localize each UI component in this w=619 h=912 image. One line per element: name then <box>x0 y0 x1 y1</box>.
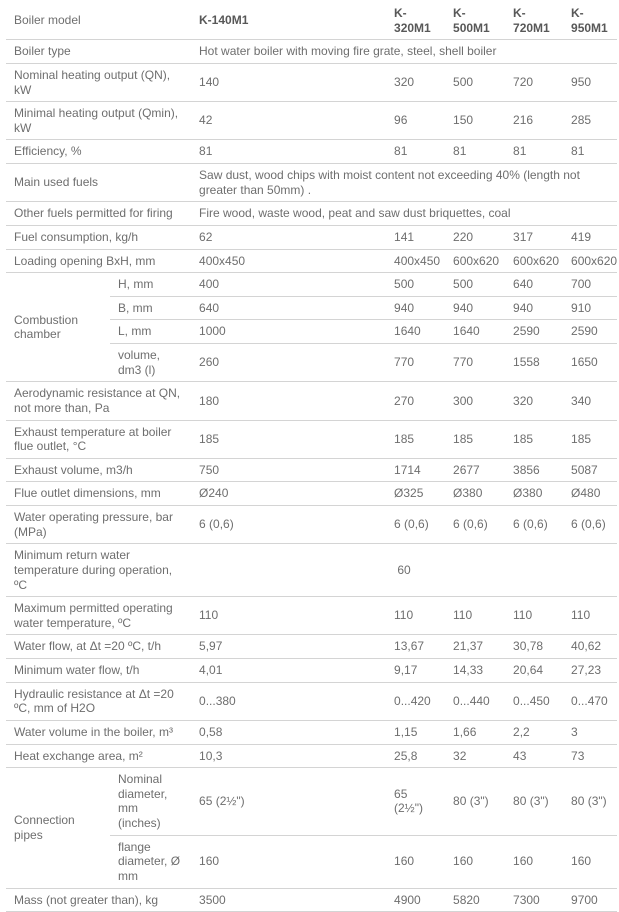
table-row <box>6 506 617 544</box>
cell-value: 2590 <box>505 320 563 344</box>
cell-value: Ø240 <box>191 482 386 506</box>
cell-value: 160 <box>386 835 445 888</box>
group-label: Combustion chamber <box>6 273 110 382</box>
cell-value: 285 <box>563 102 617 140</box>
cell-value: 0...380 <box>191 682 386 720</box>
cell-value: 600x620 <box>445 249 505 273</box>
model-header: K-500M1 <box>445 2 505 40</box>
row-label: Water volume in the boiler, m³ <box>6 720 191 744</box>
cell-value: 500 <box>445 273 505 297</box>
cell-value: Fire wood, waste wood, peat and saw dust briquettes, coal <box>191 202 617 226</box>
cell-value: 110 <box>563 597 617 635</box>
cell-value: 0...470 <box>563 682 617 720</box>
table-row <box>6 720 617 744</box>
cell-value: 185 <box>386 420 445 458</box>
cell-value: 770 <box>386 344 445 382</box>
cell-value: 80 (3") <box>445 768 505 836</box>
cell-value: 185 <box>445 420 505 458</box>
cell-value: 6 (0,6) <box>505 506 563 544</box>
cell-value: 141 <box>386 225 445 249</box>
cell-value: 110 <box>191 597 386 635</box>
table-row <box>6 63 617 101</box>
cell-value: 30,78 <box>505 635 563 659</box>
cell-value: 770 <box>445 344 505 382</box>
cell-value: 1714 <box>386 458 445 482</box>
row-label: Fuel consumption, kg/h <box>6 225 191 249</box>
row-label: Water flow, at Δt =20 ºC, t/h <box>6 635 191 659</box>
table-row <box>6 768 617 836</box>
table-row <box>6 249 617 273</box>
row-label: Minimum water flow, t/h <box>6 659 191 683</box>
cell-value: 4900 <box>386 888 445 912</box>
cell-value: Ø380 <box>505 482 563 506</box>
cell-value: Saw dust, wood chips with moist content not exceeding 40% (length not greater than 50mm) . <box>191 164 617 202</box>
row-label: Maximum permitted operating water temperature, ºC <box>6 597 191 635</box>
cell-value: 260 <box>191 344 386 382</box>
table-row <box>6 273 617 297</box>
cell-value: 640 <box>191 296 386 320</box>
cell-value: Ø325 <box>386 482 445 506</box>
table-row <box>6 659 617 683</box>
cell-value: 2590 <box>563 320 617 344</box>
row-label: Heat exchange area, m² <box>6 744 191 768</box>
row-label: Minimal heating output (Qmin), kW <box>6 102 191 140</box>
sub-label: Nominal diameter, mm (inches) <box>110 768 191 836</box>
cell-value: 500 <box>445 63 505 101</box>
row-label: Efficiency, % <box>6 140 191 164</box>
cell-value: 160 <box>505 835 563 888</box>
cell-value: 640 <box>505 273 563 297</box>
cell-value: 4,01 <box>191 659 386 683</box>
table-row <box>6 458 617 482</box>
cell-value: 60 <box>191 544 617 597</box>
cell-value: 9700 <box>563 888 617 912</box>
cell-value: 600x620 <box>563 249 617 273</box>
cell-value: 3856 <box>505 458 563 482</box>
cell-value: 160 <box>563 835 617 888</box>
cell-value: 185 <box>563 420 617 458</box>
cell-value: 96 <box>386 102 445 140</box>
cell-value: Ø480 <box>563 482 617 506</box>
cell-value: 81 <box>563 140 617 164</box>
cell-value: 5,97 <box>191 635 386 659</box>
cell-value: Ø380 <box>445 482 505 506</box>
model-header: K-720M1 <box>505 2 563 40</box>
cell-value: 1,66 <box>445 720 505 744</box>
cell-value: 6 (0,6) <box>191 506 386 544</box>
cell-value: 317 <box>505 225 563 249</box>
cell-value: 940 <box>445 296 505 320</box>
cell-value: 110 <box>505 597 563 635</box>
row-label: Main used fuels <box>6 164 191 202</box>
cell-value: 81 <box>191 140 386 164</box>
cell-value: 25,8 <box>386 744 445 768</box>
cell-value: 600x620 <box>505 249 563 273</box>
cell-value: 940 <box>386 296 445 320</box>
row-label: Minimum return water temperature during operation, ºC <box>6 544 191 597</box>
cell-value: 750 <box>191 458 386 482</box>
table-row <box>6 140 617 164</box>
cell-value: 340 <box>563 382 617 420</box>
cell-value: 1640 <box>445 320 505 344</box>
row-label: Water operating pressure, bar (MPa) <box>6 506 191 544</box>
table-row <box>6 744 617 768</box>
row-label: Aerodynamic resistance at QN, not more than, Pa <box>6 382 191 420</box>
cell-value: 2,2 <box>505 720 563 744</box>
cell-value: 81 <box>445 140 505 164</box>
cell-value: 0...440 <box>445 682 505 720</box>
sub-label: B, mm <box>110 296 191 320</box>
cell-value: 80 (3") <box>563 768 617 836</box>
row-label: Loading opening BxH, mm <box>6 249 191 273</box>
table-row <box>6 682 617 720</box>
row-label: Nominal heating output (QN), kW <box>6 63 191 101</box>
cell-value: 5087 <box>563 458 617 482</box>
table-row <box>6 102 617 140</box>
model-header: K-950M1 <box>563 2 617 40</box>
table-row <box>6 482 617 506</box>
cell-value: 65 (2½") <box>386 768 445 836</box>
row-label: Other fuels permitted for firing <box>6 202 191 226</box>
table-row <box>6 2 617 40</box>
cell-value: 43 <box>505 744 563 768</box>
cell-value: 150 <box>445 102 505 140</box>
table-row <box>6 888 617 912</box>
cell-value: 1000 <box>191 320 386 344</box>
cell-value: 140 <box>191 63 386 101</box>
cell-value: 1,15 <box>386 720 445 744</box>
cell-value: 320 <box>505 382 563 420</box>
cell-value: Hot water boiler with moving fire grate, steel, shell boiler <box>191 40 617 64</box>
table-row <box>6 225 617 249</box>
sub-label: flange diameter, Ø mm <box>110 835 191 888</box>
cell-value: 65 (2½") <box>191 768 386 836</box>
cell-value: 32 <box>445 744 505 768</box>
cell-value: 220 <box>445 225 505 249</box>
cell-value: 940 <box>505 296 563 320</box>
cell-value: 81 <box>386 140 445 164</box>
cell-value: 0,58 <box>191 720 386 744</box>
cell-value: 400x450 <box>191 249 386 273</box>
cell-value: 7300 <box>505 888 563 912</box>
group-label: Connection pipes <box>6 768 110 888</box>
boiler-specs-table <box>6 2 617 912</box>
cell-value: 1650 <box>563 344 617 382</box>
cell-value: 14,33 <box>445 659 505 683</box>
cell-value: 3 <box>563 720 617 744</box>
cell-value: 300 <box>445 382 505 420</box>
row-label: Boiler type <box>6 40 191 64</box>
row-label: Exhaust temperature at boiler flue outlet, °C <box>6 420 191 458</box>
cell-value: 700 <box>563 273 617 297</box>
cell-value: 6 (0,6) <box>445 506 505 544</box>
cell-value: 950 <box>563 63 617 101</box>
sub-label: L, mm <box>110 320 191 344</box>
cell-value: 20,64 <box>505 659 563 683</box>
cell-value: 40,62 <box>563 635 617 659</box>
row-label: Mass (not greater than), kg <box>6 888 191 912</box>
cell-value: 216 <box>505 102 563 140</box>
cell-value: 0...450 <box>505 682 563 720</box>
table-row <box>6 164 617 202</box>
cell-value: 320 <box>386 63 445 101</box>
cell-value: 9,17 <box>386 659 445 683</box>
table-row <box>6 202 617 226</box>
cell-value: 3500 <box>191 888 386 912</box>
cell-value: 0...420 <box>386 682 445 720</box>
cell-value: 160 <box>191 835 386 888</box>
sub-label: volume, dm3 (l) <box>110 344 191 382</box>
cell-value: 1640 <box>386 320 445 344</box>
cell-value: 185 <box>191 420 386 458</box>
cell-value: 180 <box>191 382 386 420</box>
cell-value: 270 <box>386 382 445 420</box>
row-label: Exhaust volume, m3/h <box>6 458 191 482</box>
cell-value: 13,67 <box>386 635 445 659</box>
table-row <box>6 420 617 458</box>
cell-value: 160 <box>445 835 505 888</box>
row-label: Hydraulic resistance at Δt =20 ºC, mm of H2O <box>6 682 191 720</box>
cell-value: 500 <box>386 273 445 297</box>
cell-value: 2677 <box>445 458 505 482</box>
cell-value: 5820 <box>445 888 505 912</box>
cell-value: 400x450 <box>386 249 445 273</box>
cell-value: 1558 <box>505 344 563 382</box>
cell-value: 6 (0,6) <box>386 506 445 544</box>
cell-value: 419 <box>563 225 617 249</box>
sub-label: H, mm <box>110 273 191 297</box>
row-label: Flue outlet dimensions, mm <box>6 482 191 506</box>
cell-value: 185 <box>505 420 563 458</box>
cell-value: 110 <box>445 597 505 635</box>
table-row <box>6 544 617 597</box>
cell-value: 400 <box>191 273 386 297</box>
cell-value: 720 <box>505 63 563 101</box>
cell-value: 73 <box>563 744 617 768</box>
cell-value: 80 (3") <box>505 768 563 836</box>
cell-value: 27,23 <box>563 659 617 683</box>
cell-value: 42 <box>191 102 386 140</box>
table-row <box>6 635 617 659</box>
cell-value: 62 <box>191 225 386 249</box>
cell-value: 21,37 <box>445 635 505 659</box>
table-row <box>6 597 617 635</box>
cell-value: 110 <box>386 597 445 635</box>
row-label: Boiler model <box>6 2 191 40</box>
model-header: K-320M1 <box>386 2 445 40</box>
cell-value: 6 (0,6) <box>563 506 617 544</box>
cell-value: 910 <box>563 296 617 320</box>
cell-value: 10,3 <box>191 744 386 768</box>
table-row <box>6 382 617 420</box>
cell-value: 81 <box>505 140 563 164</box>
table-row <box>6 40 617 64</box>
model-header: K-140M1 <box>191 2 386 40</box>
